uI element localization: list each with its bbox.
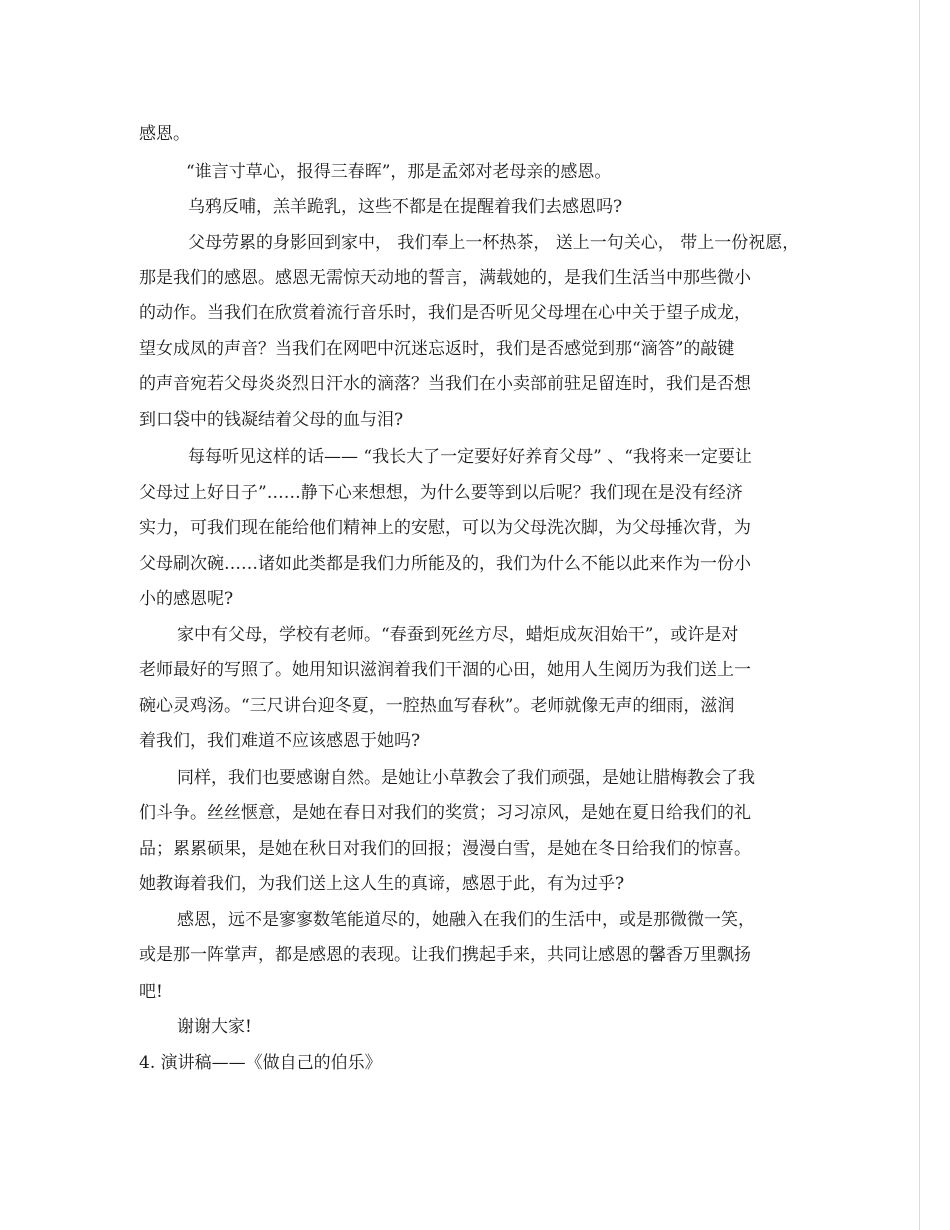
text-line: 吧! [139,982,163,1002]
text-line: 父母刷次碗……诸如此类都是我们力所能及的，我们为什么不能以此来作为一份小 [139,554,751,574]
text-line: 的动作。当我们在欣赏着流行音乐时，我们是否听见父母埋在心中关于望子成龙， [139,303,751,323]
text-line: 乌鸦反哺，羔羊跪乳，这些不都是在提醒着我们去感恩吗? [188,197,623,217]
text-line: 小的感恩呢? [139,589,234,609]
text-line: 每每听见这样的话—— “我长大了一定要好好养育父母” 、“我将来一定要让 [188,447,752,467]
section-heading: 4. 演讲稿——《做自己的伯乐》 [139,1053,382,1073]
text-line: 家中有父母，学校有老师。“春蚕到死丝方尽，蜡炬成灰泪始干”，或许是对 [177,625,739,645]
page-edge [919,0,920,1230]
text-line: 望女成凤的声音？当我们在网吧中沉迷忘返时，我们是否感觉到那“滴答”的敲键 [139,339,735,359]
text-line: 父母劳累的身影回到家中， 我们奉上一杯热茶， 送上一句关心， 带上一份祝愿， [188,233,800,253]
text-line: 的声音宛若父母炎炎烈日汗水的滴落？当我们在小卖部前驻足留连时，我们是否想 [139,374,751,394]
text-line: 实力，可我们现在能给他们精神上的安慰，可以为父母洗次脚，为父母捶次背，为 [139,518,751,538]
text-line: 同样，我们也要感谢自然。是她让小草教会了我们顽强，是她让腊梅教会了我 [177,768,755,788]
text-line: 感恩。 [139,124,190,144]
text-line: 谢谢大家! [177,1017,252,1037]
text-line: 碗心灵鸡汤。“三尺讲台迎冬夏，一腔热血写春秋”。老师就像无声的细雨，滋润 [139,696,735,716]
text-line: 或是那一阵掌声，都是感恩的表现。让我们携起手来，共同让感恩的馨香万里飘扬 [139,945,751,965]
text-line: 她教诲着我们，为我们送上这人生的真谛，感恩于此，有为过乎? [139,874,625,894]
text-line: 父母过上好日子”……静下心来想想，为什么要等到以后呢？我们现在是没有经济 [139,483,743,503]
text-line: 感恩，远不是寥寥数笔能道尽的，她融入在我们的生活中，或是那微微一笑， [177,910,755,930]
text-line: 们斗争。丝丝惬意，是她在春日对我们的奖赏；习习凉风，是她在夏日给我们的礼 [139,803,751,823]
text-line: 品；累累硕果，是她在秋日对我们的回报；漫漫白雪，是她在冬日给我们的惊喜。 [139,839,751,859]
text-line: “谁言寸草心，报得三春晖”，那是孟郊对老母亲的感恩。 [186,162,612,182]
text-line: 老师最好的写照了。她用知识滋润着我们干涸的心田，她用人生阅历为我们送上一 [139,660,751,680]
text-line: 着我们，我们难道不应该感恩于她吗? [139,731,421,751]
text-line: 那是我们的感恩。感恩无需惊天动地的誓言，满载她的，是我们生活当中那些微小 [139,268,751,288]
text-line: 到口袋中的钱凝结着父母的血与泪? [139,410,404,430]
